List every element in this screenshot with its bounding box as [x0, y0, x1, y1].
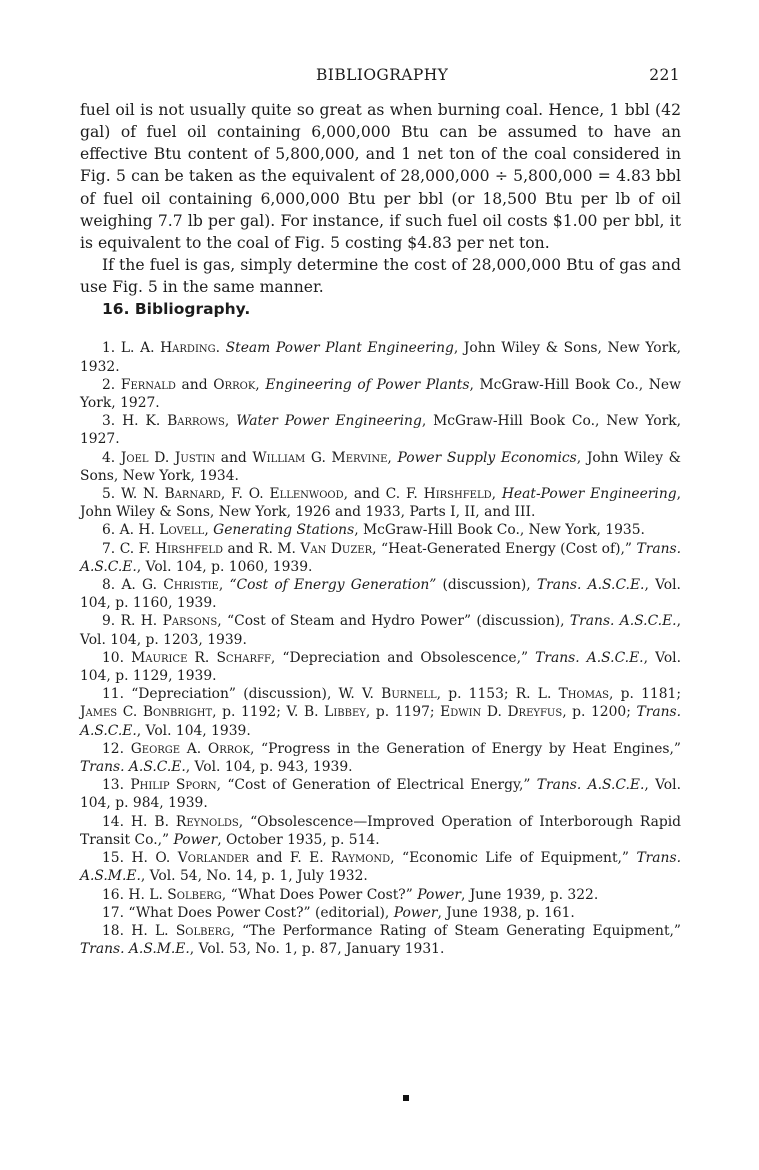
reference-item: 13. Philip Sporn, “Cost of Generation of Electrical Energy,” Trans. A.S.C.E., Vol. 104, p. 984, 1939.	[80, 777, 681, 812]
reference-item: 4. Joel D. Justin and William G. Mervine, Power Supply Economics, John Wiley & Sons, New York, 1934.	[80, 449, 682, 484]
reference-item: 18. H. L. Solberg, “The Performance Rating of Steam Generating Equipment,” Trans. A.S.M.E., Vol. 53, No. 1, p. 87, January 1931.	[80, 922, 681, 958]
body-paragraph: If the fuel is gas, simply determine the cost of 28,000,000 Btu of gas and use Fig. 5 in the same manner.	[80, 256, 681, 297]
reference-item: 7. C. F. Hirshfeld and R. M. Van Duzer, “Heat-Generated Energy (Cost of),” Trans. A.S.C.E., Vol. 104, p. 1060, 1939.	[80, 540, 681, 575]
reference-item: 3. H. K. Barrows, Water Power Engineering, McGraw-Hill Book Co., New York, 1927.	[80, 413, 681, 448]
page-number: 221	[649, 66, 680, 84]
reference-item: 17. “What Does Power Cost?” (editorial), Power, June 1938, p. 161.	[102, 904, 575, 921]
reference-item: 12. George A. Orrok, “Progress in the Generation of Energy by Heat Engines,” Trans. A.S.C.E., Vol. 104, p. 943, 1939.	[80, 740, 682, 776]
reference-item: 16. H. L. Solberg, “What Does Power Cost?” Power, June 1939, p. 322.	[102, 886, 599, 903]
section-heading: 16. Bibliography.	[102, 300, 251, 319]
reference-item: 8. A. G. Christie, “Cost of Energy Generation” (discussion), Trans. A.S.C.E., Vol. 104, p. 1160, 1939.	[80, 577, 681, 612]
running-header	[80, 66, 680, 88]
body-paragraph: fuel oil is not usually quite so great as when burning coal. Hence, 1 bbl (42 gal) of fuel oil containing 6,000,000 Btu can be assumed to have an effective Btu content of 5,800,000, and 1 net ton of the coal considered in Fig. 5 can be taken as the equivalent of 28,000,000 ÷ 5,800,000 = 4.83 bbl of fuel oil containing 6,000,000 Btu per bbl (or 18,500 Btu per lb of oil weighing 7.7 lb per gal). For instance, if such fuel oil costs $1.00 per bbl, it is equivalent to the coal of Fig. 5 costing $4.83 per net ton.	[80, 101, 681, 252]
running-head-title: BIBLIOGRAPHY	[316, 66, 449, 84]
reference-item: 9. R. H. Parsons, “Cost of Steam and Hydro Power” (discussion), Trans. A.S.C.E., Vol. 104, p. 1203, 1939.	[80, 613, 681, 648]
footer-mark	[403, 1095, 409, 1101]
reference-item: 6. A. H. Lovell, Generating Stations, McGraw-Hill Book Co., New York, 1935.	[102, 522, 645, 539]
reference-list	[80, 339, 681, 958]
reference-item: 5. W. N. Barnard, F. O. Ellenwood, and C. F. Hirshfeld, Heat-Power Engineering, John Wiley & Sons, New York, 1926 and 1933, Parts I, II, and III.	[80, 486, 682, 521]
reference-item: 15. H. O. Vorlander and F. E. Raymond, “Economic Life of Equipment,” Trans. A.S.M.E., Vol. 54, No. 14, p. 1, July 1932.	[80, 850, 681, 885]
reference-item: 1. L. A. Harding. Steam Power Plant Engineering, John Wiley & Sons, New York, 1932.	[80, 340, 681, 375]
page-body	[80, 99, 681, 958]
reference-item: 14. H. B. Reynolds, “Obsolescence—Improved Operation of Interborough Rapid Transit Co.,” Power, October 1935, p. 514.	[80, 813, 681, 848]
reference-item: 10. Maurice R. Scharff, “Depreciation and Obsolescence,” Trans. A.S.C.E., Vol. 104, p. 1129, 1939.	[80, 649, 681, 685]
reference-item: 11. “Depreciation” (discussion), W. V. Burnell, p. 1153; R. L. Thomas, p. 1181; James C. Bonbright, p. 1192; V. B. Libbey, p. 1197; Edwin D. Dreyfus, p. 1200; Trans. A.S.C.E., Vol. 104, 1939.	[80, 686, 681, 739]
reference-item: 2. Fernald and Orrok, Engineering of Power Plants, McGraw-Hill Book Co., New York, 1927.	[80, 376, 681, 412]
